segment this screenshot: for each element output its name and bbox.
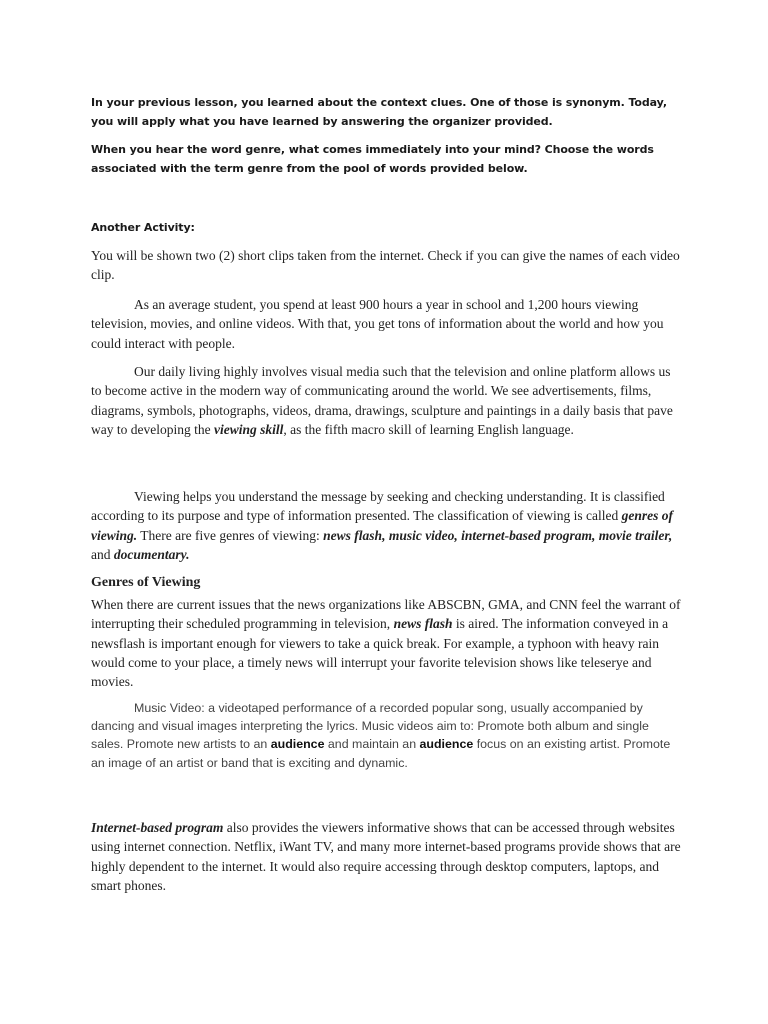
news-flash-paragraph xyxy=(91,595,681,691)
music-text-b: and maintain an xyxy=(324,737,420,752)
viewing-helps-paragraph xyxy=(91,487,681,564)
another-activity-heading: Another Activity: xyxy=(91,221,195,234)
intro-paragraph-1: In your previous lesson, you learned about the context clues. One of those is synonym. Today, you will apply what you have learned by answering the organizer provided. xyxy=(91,96,667,128)
viewing-helps-text-b: There are five genres of viewing: xyxy=(137,527,324,543)
news-flash-text-a: When there are current issues that the news organizations like ABSCBN, GMA, and CNN feel the warrant of interrupting their scheduled programming in television, xyxy=(91,597,681,632)
daily-living-text-a: Our daily living highly involves visual media such that the television and online platform allows us to become active in the modern way of communicating around the world. We see advertisements, films, diagrams, symbols, photographs, videos, drama, drawings, sculpture and paintings in a daily basis that pave way to developing the xyxy=(91,364,673,437)
activity-paragraph: You will be shown two (2) short clips taken from the internet. Check if you can give the names of each video clip. xyxy=(91,248,680,283)
viewing-skill-term: viewing skill xyxy=(213,421,284,437)
internet-program-text: also provides the viewers informative shows that can be accessed through websites using internet connection. Netflix, iWant TV, and many more internet-based programs provide shows that are highly dependent to the internet. It would also require accessing through desktop computers, laptops, and smart phones. xyxy=(91,820,681,893)
music-text-c: focus on an existing artist. Promote an image of an artist or band that is exciting and dynamic. xyxy=(91,737,671,770)
viewing-helps-text-a: Viewing helps you understand the message by seeking and checking understanding. It is classified according to its purpose and type of information presented. The classification of viewing is called xyxy=(91,489,665,524)
news-flash-text-b: is aired. The information conveyed in a newsflash is important enough for viewers to take a quick break. For example, a typhoon with heavy rain would come to your place, a timely news will interrupt your favorite television shows like teleserye and movies. xyxy=(91,616,669,690)
genres-of-viewing-heading: Genres of Viewing xyxy=(91,575,201,590)
average-student-paragraph: As an average student, you spend at least 900 hours a year in school and 1,200 hours viewing television, movies, and online videos. With that, you get tons of information about the world and how you could interact with people. xyxy=(91,297,664,351)
genres-of-viewing-term: genres of viewing. xyxy=(91,508,673,543)
audience-term-2: audience xyxy=(419,737,474,752)
audience-term-1: audience xyxy=(270,737,325,752)
daily-living-text-b: , as the fifth macro skill of learning English language. xyxy=(283,421,574,437)
music-video-paragraph xyxy=(91,699,671,772)
daily-living-paragraph xyxy=(91,362,681,439)
music-text-a: Music Video: a videotaped performance of a recorded popular song, usually accompanied by dancing and visual images interpreting the lyrics. Music videos aim to: Promote both album and single sales. Promote new artists to an xyxy=(91,701,649,752)
internet-program-paragraph xyxy=(91,818,681,895)
intro-paragraph-2: When you hear the word genre, what comes immediately into your mind? Choose the words associated with the term genre from the pool of words provided below. xyxy=(91,143,654,175)
genre-list-term: news flash, music video, internet-based program, movie trailer, xyxy=(323,527,673,543)
internet-based-program-term: Internet-based program xyxy=(91,820,224,835)
documentary-term: documentary. xyxy=(113,546,190,562)
viewing-helps-text-c: and xyxy=(91,546,114,562)
news-flash-term: news flash xyxy=(393,616,453,632)
